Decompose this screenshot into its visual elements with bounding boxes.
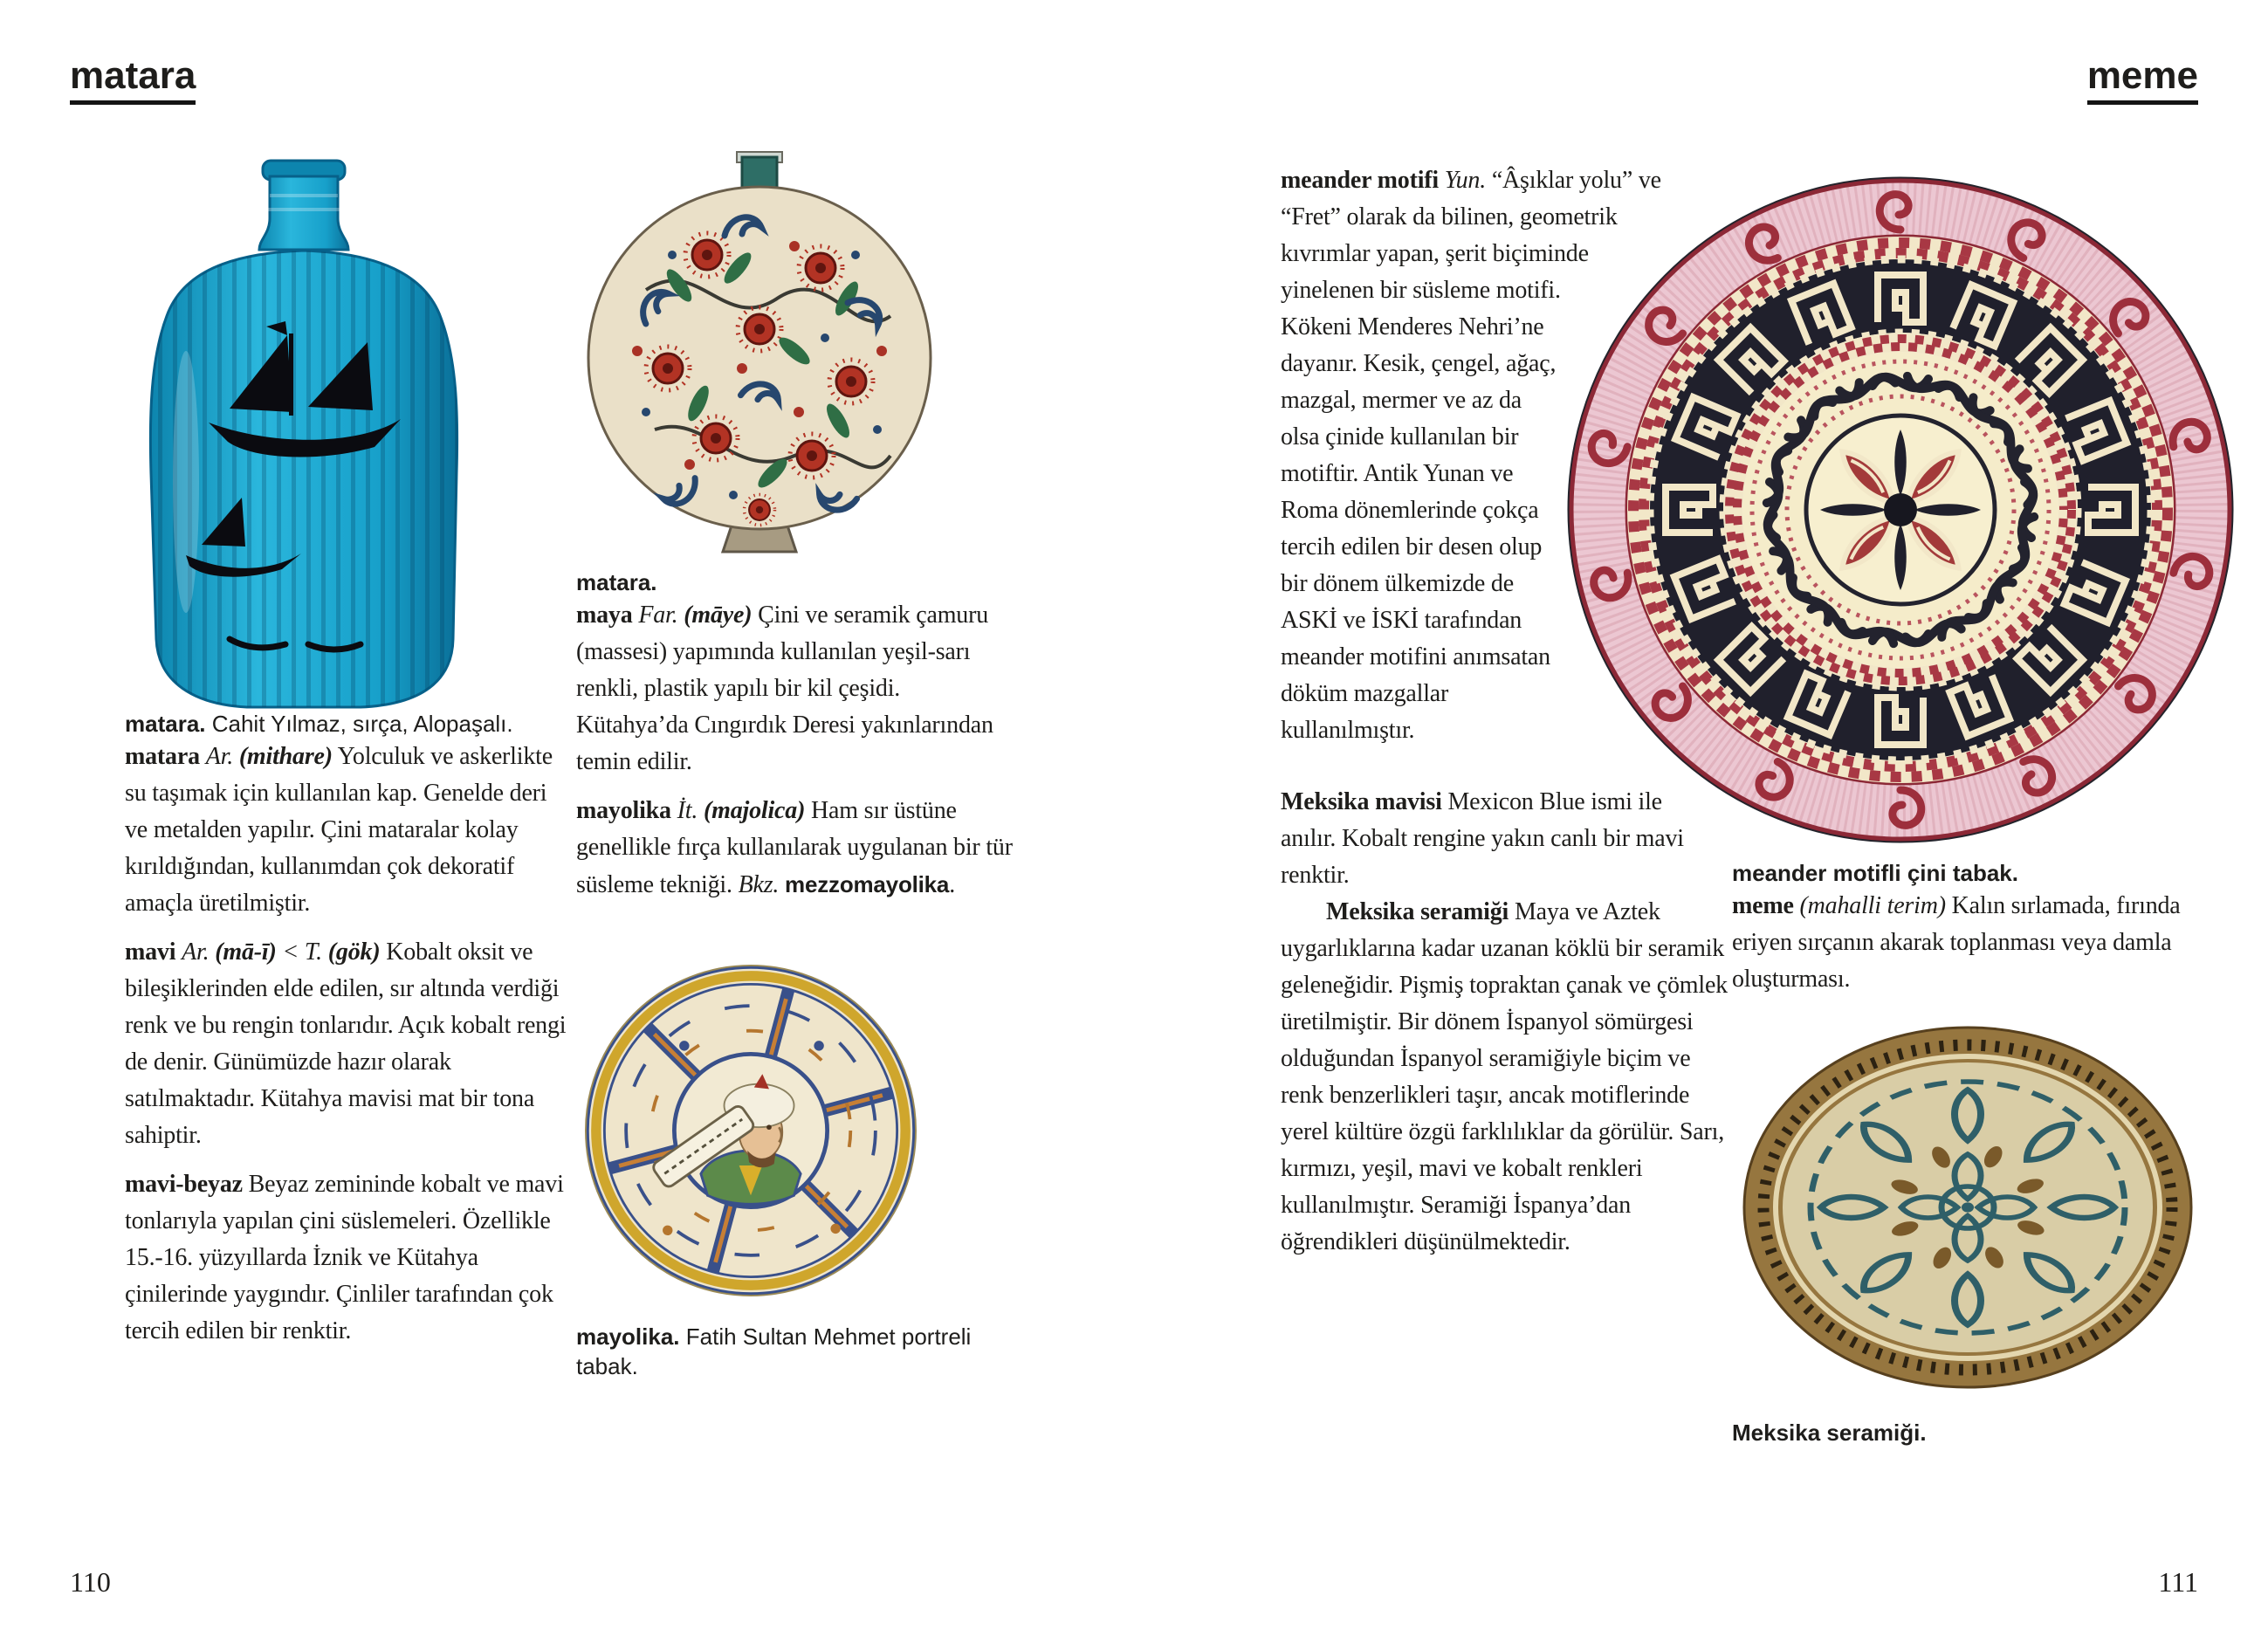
entry-definition: Kalın sırlamada, fırında eriyen sırçanın akarak toplanması veya damla oluşturması. <box>1732 892 2181 993</box>
decorated-matara-photo <box>576 150 1017 560</box>
caption-text: Fatih Sultan Mehmet portreli tabak. <box>576 1323 972 1379</box>
see-also-reference: mezzomayolika <box>785 871 950 897</box>
entry-term: mavi-beyaz <box>125 1171 243 1198</box>
left-page-column-2 <box>576 150 1017 1381</box>
entry-etymology-word: (mā-ī) <box>215 938 277 966</box>
figure-caption <box>1732 858 2238 888</box>
entry-mavi-beyaz <box>125 1166 572 1350</box>
entry-definition: Ham sır üstüne genellikle fırça kullanılarak uygulanan bir tür süsleme tekniği. <box>576 797 1013 898</box>
entry-meme <box>1732 888 2234 998</box>
entry-etymology-note: (mahalli terim) <box>1799 892 1946 919</box>
mayolika-plate-image <box>576 956 925 1305</box>
entry-term: mayolika <box>576 797 671 824</box>
meksika-plate-photo <box>1732 1021 2238 1447</box>
entry-term: Meksika seramiği <box>1326 898 1509 925</box>
meander-plate-photo <box>1560 162 2241 861</box>
page-number-left: 110 <box>70 1566 111 1598</box>
figure-caption <box>125 709 572 739</box>
entry-etymology-language: Yun. <box>1444 167 1486 194</box>
entry-etymology-word: (majolica) <box>704 797 806 824</box>
blue-matara-flask-image <box>99 150 509 709</box>
entry-definition: Beyaz zemininde kobalt ve mavi tonlarıyla yapılan çini süslemeleri. Özellikle 15.-16. yüzyıllarda İznik ve Kütahya çinilerinde yaygındır. Çinliler tarafından çok tercih edilen bir renktir. <box>125 1171 564 1344</box>
mayolika-plate-figure <box>576 956 1017 1381</box>
right-page-column-2 <box>1732 858 2238 1447</box>
see-also-period: . <box>949 871 956 898</box>
caption-term: mayolika. <box>576 1323 680 1350</box>
see-also-label: Bkz. <box>738 871 780 898</box>
entry-mayolika <box>576 793 1017 904</box>
page-number-right: 111 <box>2158 1566 2198 1598</box>
figure-caption <box>576 1322 1017 1381</box>
entry-matara <box>125 739 572 922</box>
entry-etymology-language: Ar. <box>182 938 210 966</box>
meander-plate-image <box>1560 162 2241 861</box>
entry-term: meme <box>1732 892 1794 919</box>
entry-definition: “Âşıklar yolu” ve “Fret” olarak da bilinen, geometrik kıvrımlar yapan, şerit biçiminde yinelenen bir süsleme motifi. Kökeni Menderes Nehri’ne dayanır. Kesik, çengel, ağaç, mazgal, mermer ve az da olsa çinide kullanılan bir motiftir. Antik Yunan ve Roma dönemlerinde çokça tercih edilen bir desen olup bir dönem ülkemizde de ASKİ ve İSKİ tarafından meander motifini anımsatan döküm mazgallar kullanılmıştır. <box>1281 167 1661 744</box>
entry-mavi <box>125 934 572 1154</box>
entry-term: maya <box>576 602 633 629</box>
figure-caption <box>576 567 1017 597</box>
running-head-right: meme <box>2087 54 2198 105</box>
figure-caption <box>1732 1418 2238 1447</box>
entry-definition: Yolculuk ve askerlikte su taşımak için kullanılan kap. Genelde deri ve metalden yapılır. Çini mataralar kolay kırıldığından, kullanımdan çok dekoratif amaçla üretilmiştir. <box>125 743 553 917</box>
entry-meksika-seramigi <box>1281 894 1735 1261</box>
entry-term: meander motifi <box>1281 167 1439 194</box>
entry-etymology-language: İt. <box>677 797 698 824</box>
entry-definition: Maya ve Aztek uygarlıklarına kadar uzanan köklü bir seramik geleneğidir. Pişmiş topraktan çanak ve çömlek üretilmiştir. Bir dönem İspanyol sömürgesi olduğundan İspanyol seramiğiyle biçim ve renk benzerlikleri taşır, ancak motiflerinde yerel kültüre özgü farklılıklar da görülür. Sarı, kırmızı, yeşil, mavi ve kobalt renkleri kullanılmıştır. Seramiği İspanya’dan öğrendikleri düşünülmektedir. <box>1281 898 1728 1255</box>
matara-flask-photo <box>99 150 572 709</box>
meksika-plate-image <box>1732 1021 2203 1396</box>
entry-term: matara <box>125 743 200 770</box>
entry-definition: Mexicon Blue ismi ile anılır. Kobalt rengine yakın canlı bir mavi renktir. <box>1281 788 1684 889</box>
entry-etymology-word: (māye) <box>684 602 753 629</box>
left-page-column-1 <box>125 150 572 1350</box>
entry-etymology-word: (gök) <box>327 938 381 966</box>
caption-text: meander motifli çini tabak. <box>1732 860 2018 886</box>
caption-term: matara. <box>125 711 206 737</box>
entry-term: mavi <box>125 938 176 966</box>
entry-definition: Kobalt oksit ve bileşiklerinden elde edilen, sır altında verdiği renk ve bu rengin tonlarıdır. Açık kobalt rengi de denir. Günümüzde hazır olarak satılmaktadır. Kütahya mavisi mat bir tona sahiptir. <box>125 938 567 1149</box>
entry-etymology-word: (mithare) <box>238 743 333 770</box>
entry-term: Meksika mavisi <box>1281 788 1442 815</box>
ornate-flask-image <box>576 150 943 553</box>
entry-etymology-language: Far. <box>638 602 678 629</box>
running-head-left: matara <box>70 54 196 105</box>
entry-definition: Çini ve seramik çamuru (massesi) yapımında kullanılan yeşil-sarı renkli, plastik yapılı bir kil çeşidi. Kütahya’da Cıngırdık Deresi yakınlarından temin edilir. <box>576 602 993 775</box>
caption-text: Cahit Yılmaz, sırça, Alopaşalı. <box>211 711 513 737</box>
entry-etymology-language: Ar. <box>205 743 233 770</box>
entry-maya <box>576 597 1017 780</box>
caption-term: matara. <box>576 569 657 595</box>
caption-text: Meksika seramiği. <box>1732 1420 1927 1446</box>
entry-etymology-language: < T. <box>282 938 322 966</box>
